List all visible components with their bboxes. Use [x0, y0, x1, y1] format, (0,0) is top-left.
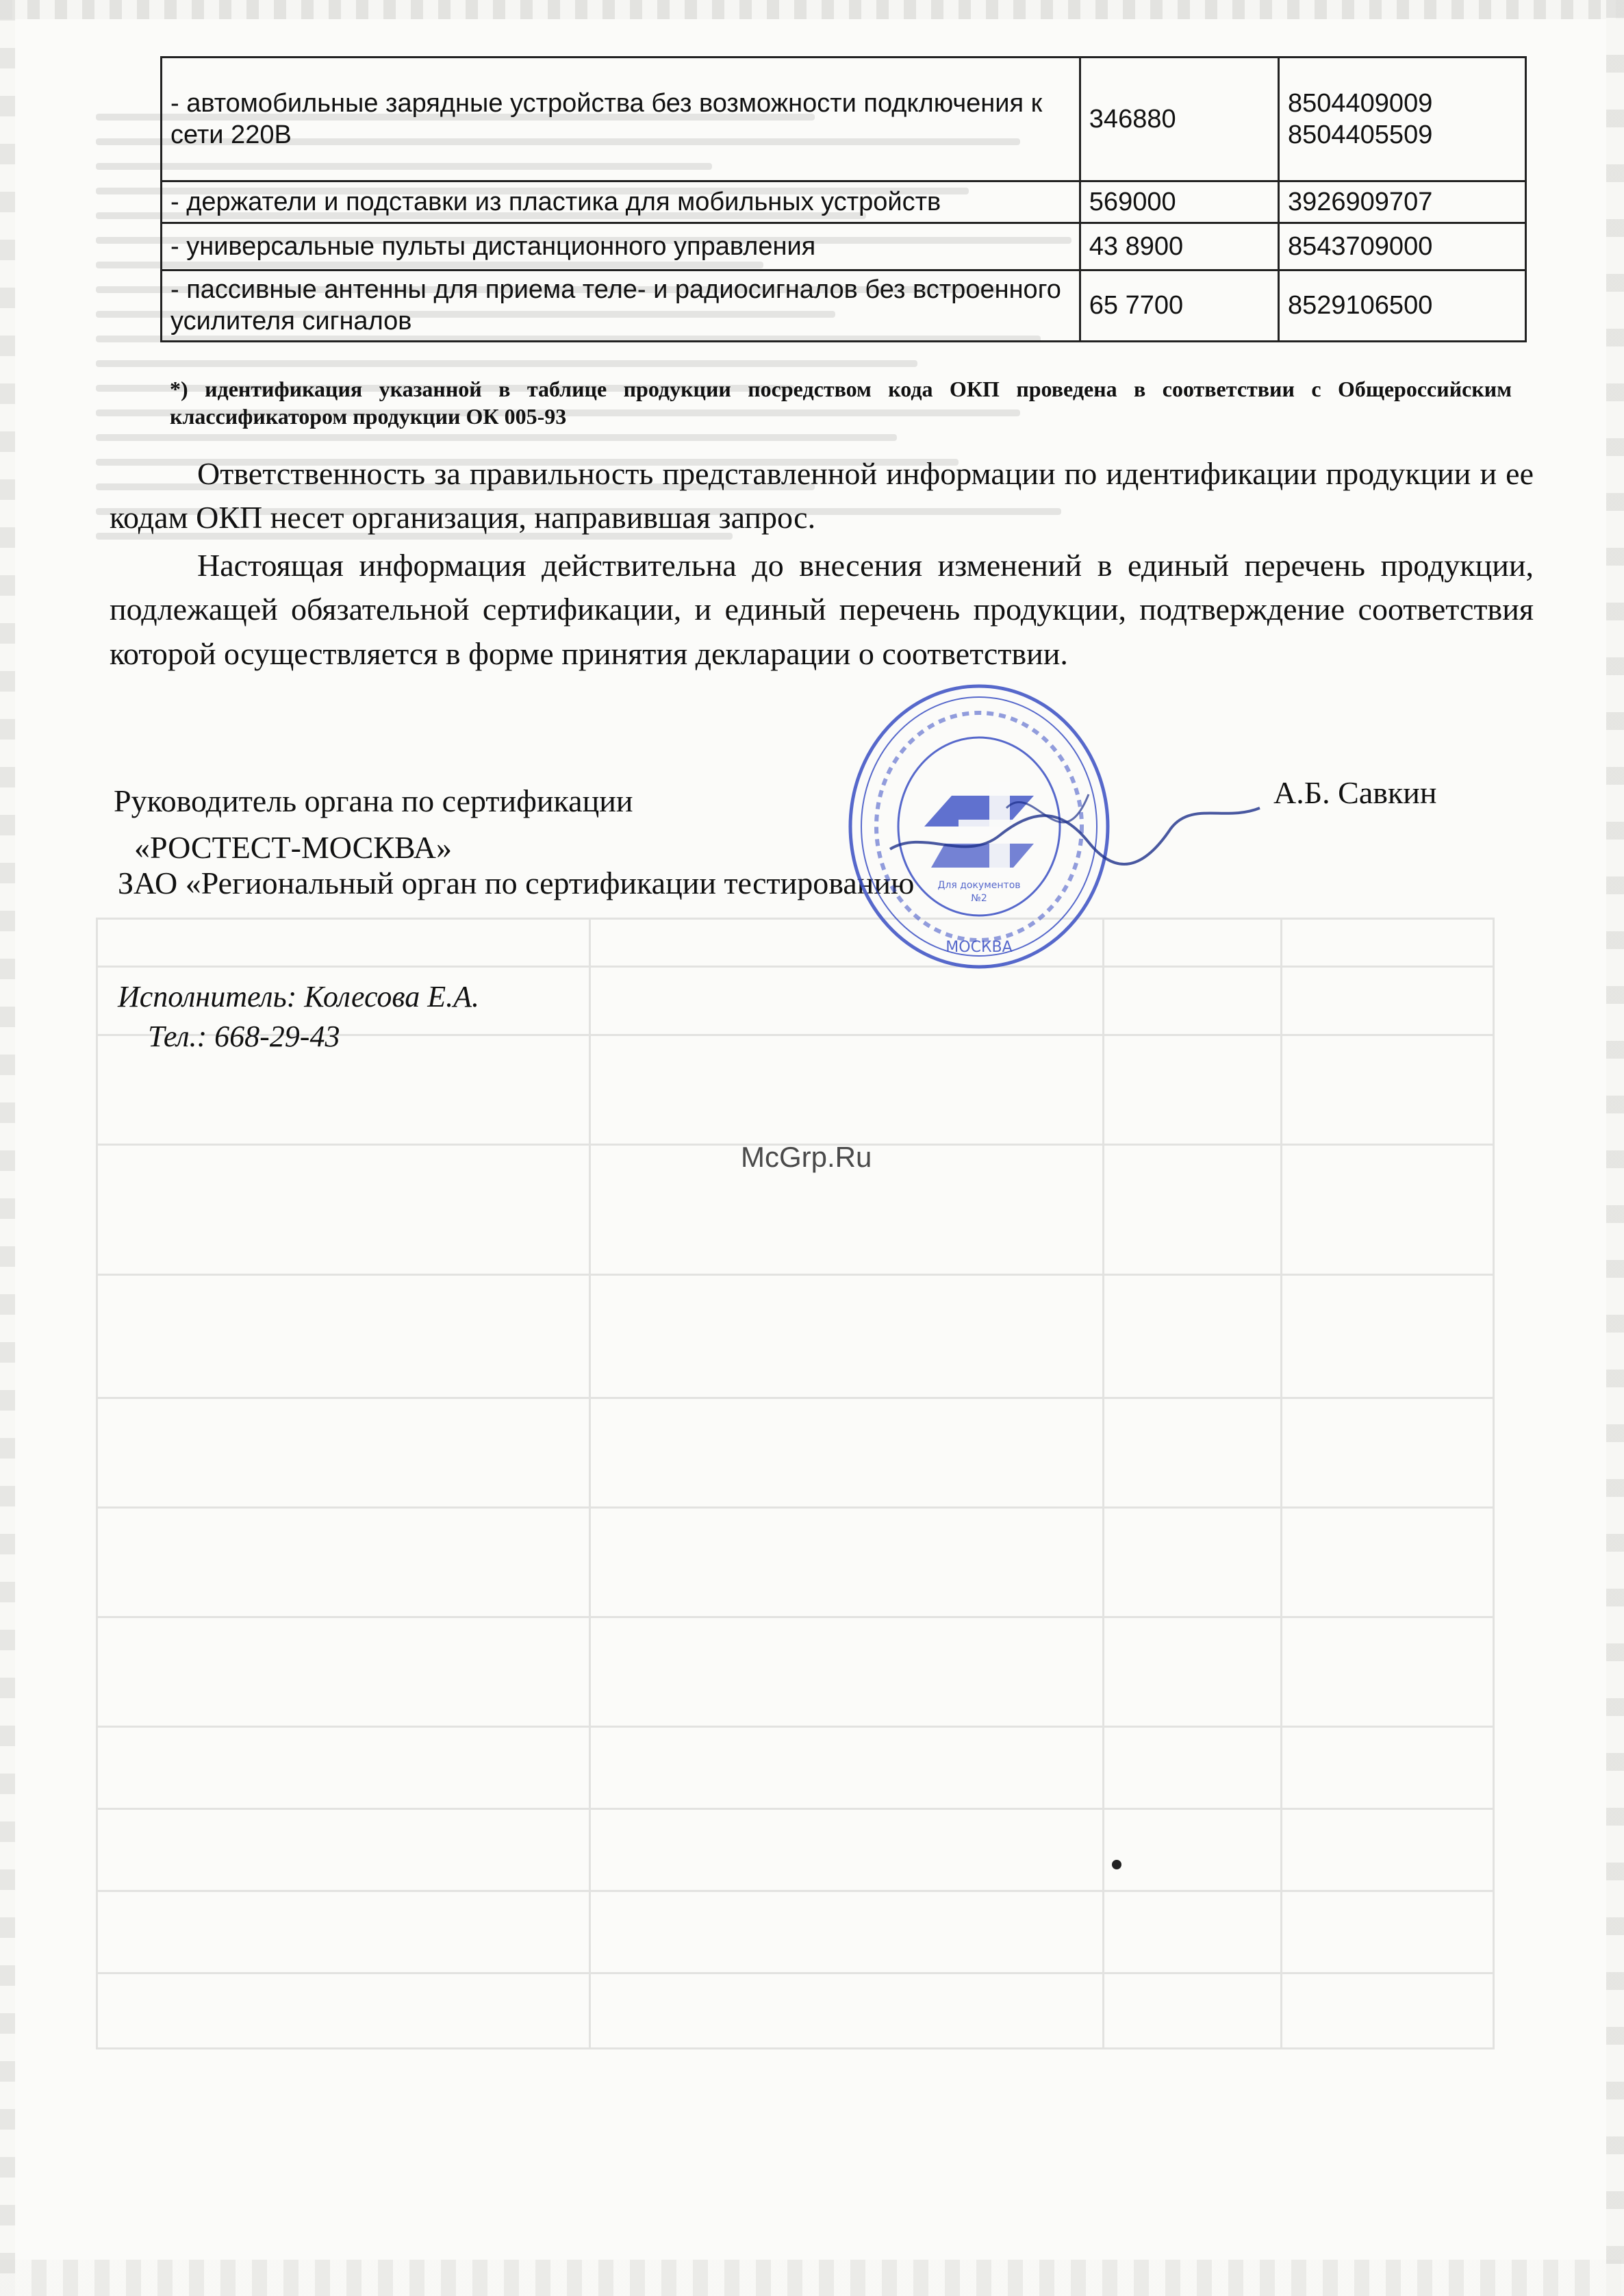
responsibility-paragraph: Ответственность за правильность представленной информации по идентификации продукции и ее кодам ОКП несет организация, направившая запрос. — [110, 456, 1534, 535]
product-name: - пассивные антенны для приема теле- и радиосигналов без встроенного усилителя сигналов — [162, 270, 1080, 342]
stamp-inner-text: Для документов — [937, 880, 1021, 891]
table-row — [162, 223, 1526, 270]
scan-edge-right — [1606, 0, 1624, 2296]
tnved-code-line: 8504409009 — [1288, 88, 1433, 118]
signatory-name: А.Б. Савкин — [1273, 775, 1437, 810]
executor-phone: Тел.: 668-29-43 — [148, 1020, 340, 1053]
stamp-number: №2 — [971, 893, 987, 904]
table-row — [162, 181, 1526, 223]
scan-edge-left — [0, 0, 15, 2296]
tnved-code — [1279, 58, 1526, 181]
product-table — [160, 56, 1527, 342]
table-row — [162, 270, 1526, 342]
tnved-code-line: 8504405509 — [1288, 121, 1433, 149]
executor-name: Исполнитель: Колесова Е.А. — [118, 980, 479, 1013]
product-name: - держатели и подставки из пластика для мобильных устройств — [162, 181, 1080, 223]
product-name: - автомобильные зарядные устройства без возможности подключения к сети 220В — [162, 58, 1080, 181]
footnote: *) идентификация указанной в таблице продукции посредством кода ОКП проведена в соответствии с Общероссийским классификатором продукции ОК 005-93 — [170, 377, 1512, 429]
okp-code: 65 7700 — [1080, 270, 1278, 342]
watermark: McGrp.Ru — [741, 1141, 872, 1173]
tnved-code: 8529106500 — [1279, 270, 1526, 342]
scan-edge-bottom — [0, 2260, 1624, 2296]
product-name: - универсальные пульты дистанционного управления — [162, 223, 1080, 270]
scan-speck — [1112, 1860, 1121, 1869]
tnved-code: 8543709000 — [1279, 223, 1526, 270]
stamp-bottom-text: МОСКВА — [946, 939, 1013, 956]
signatory-org: «РОСТЕСТ-МОСКВА» — [134, 830, 452, 865]
okp-code: 346880 — [1080, 58, 1278, 181]
bleed-through-table — [96, 918, 1534, 2130]
handwritten-signature — [883, 767, 1267, 883]
scan-edge-top — [0, 0, 1624, 19]
signatory-title: Руководитель органа по сертификации — [114, 783, 633, 818]
okp-code: 43 8900 — [1080, 223, 1278, 270]
signatory-org-full: ЗАО «Региональный орган по сертификации тестированию — [118, 866, 915, 900]
table-row — [162, 58, 1526, 181]
validity-paragraph: Настоящая информация действительна до внесения изменений в единый перечень продукции, подлежащей обязательной сертификации, и единый перечень продукции, подтверждение соответствия которой осуществляется в форме принятия декларации о соответствии. — [110, 548, 1534, 671]
tnved-code: 3926909707 — [1279, 181, 1526, 223]
okp-code: 569000 — [1080, 181, 1278, 223]
